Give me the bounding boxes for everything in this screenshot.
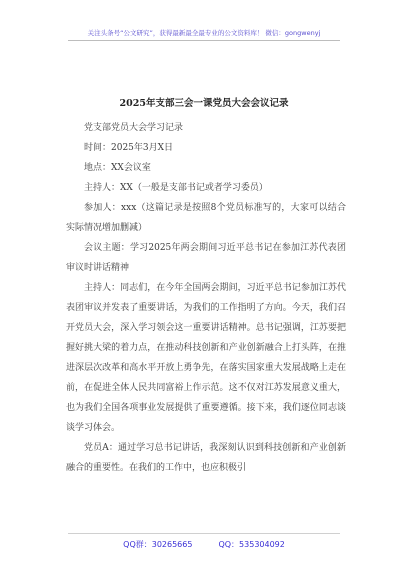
body-line-location: 地点：XX会议室 xyxy=(84,163,151,173)
footer-qq-contact: QQ：535304092 xyxy=(218,540,285,549)
body-line-topic: 会议主题：学习2025年两会期间习近平总书记在参加江苏代表团审议时讲话精神 xyxy=(66,243,346,273)
body-line-attendees: 参加人：xxx（这篇记录是按照8个党员标准写的，大家可以结合实际情况增加删减） xyxy=(66,203,346,233)
header-divider xyxy=(68,40,340,41)
body-line-time: 时间：2025年3月X日 xyxy=(84,143,174,153)
document-body xyxy=(66,118,346,478)
header-promo-text: 关注头条号“公文研究”，获得最新最全最专业的公文资料库！ 微信：gongwenyj xyxy=(87,29,321,37)
body-line-host: 主持人：XX（一般是支部书记或者学习委员） xyxy=(84,183,268,193)
footer xyxy=(0,539,408,550)
footer-divider xyxy=(68,533,340,534)
body-line-heading: 党支部党员大会学习记录 xyxy=(84,123,184,133)
body-paragraph-member-a: 党员A：通过学习总书记讲话，我深刻认识到科技创新和产业创新融合的重要性。在我们的工作中，也应积极引 xyxy=(66,443,346,473)
document-title: 2025年支部三会一课党员大会会议记录 xyxy=(119,98,289,109)
body-paragraph-host-speech: 主持人：同志们，在今年全国两会期间，习近平总书记参加江苏代表团审议并发表了重要讲话，为我们的工作指明了方向。今天，我们召开党员大会，深入学习领会这一重要讲话精神。总书记强调，江苏要把握好挑大梁的着力点，在推动科技创新和产业创新融合上打头阵，在推进深层次改革和高水平开放上勇争先，在落实国家重大发展战略上走在前，在促进全体人民共同富裕上作示范。这不仅对江苏发展意义重大，也为我们全国各项事业发展提供了重要遵循。接下来，我们逐位同志谈谈学习体会。 xyxy=(66,283,346,433)
footer-qq-group: QQ群：30265665 xyxy=(123,540,193,549)
